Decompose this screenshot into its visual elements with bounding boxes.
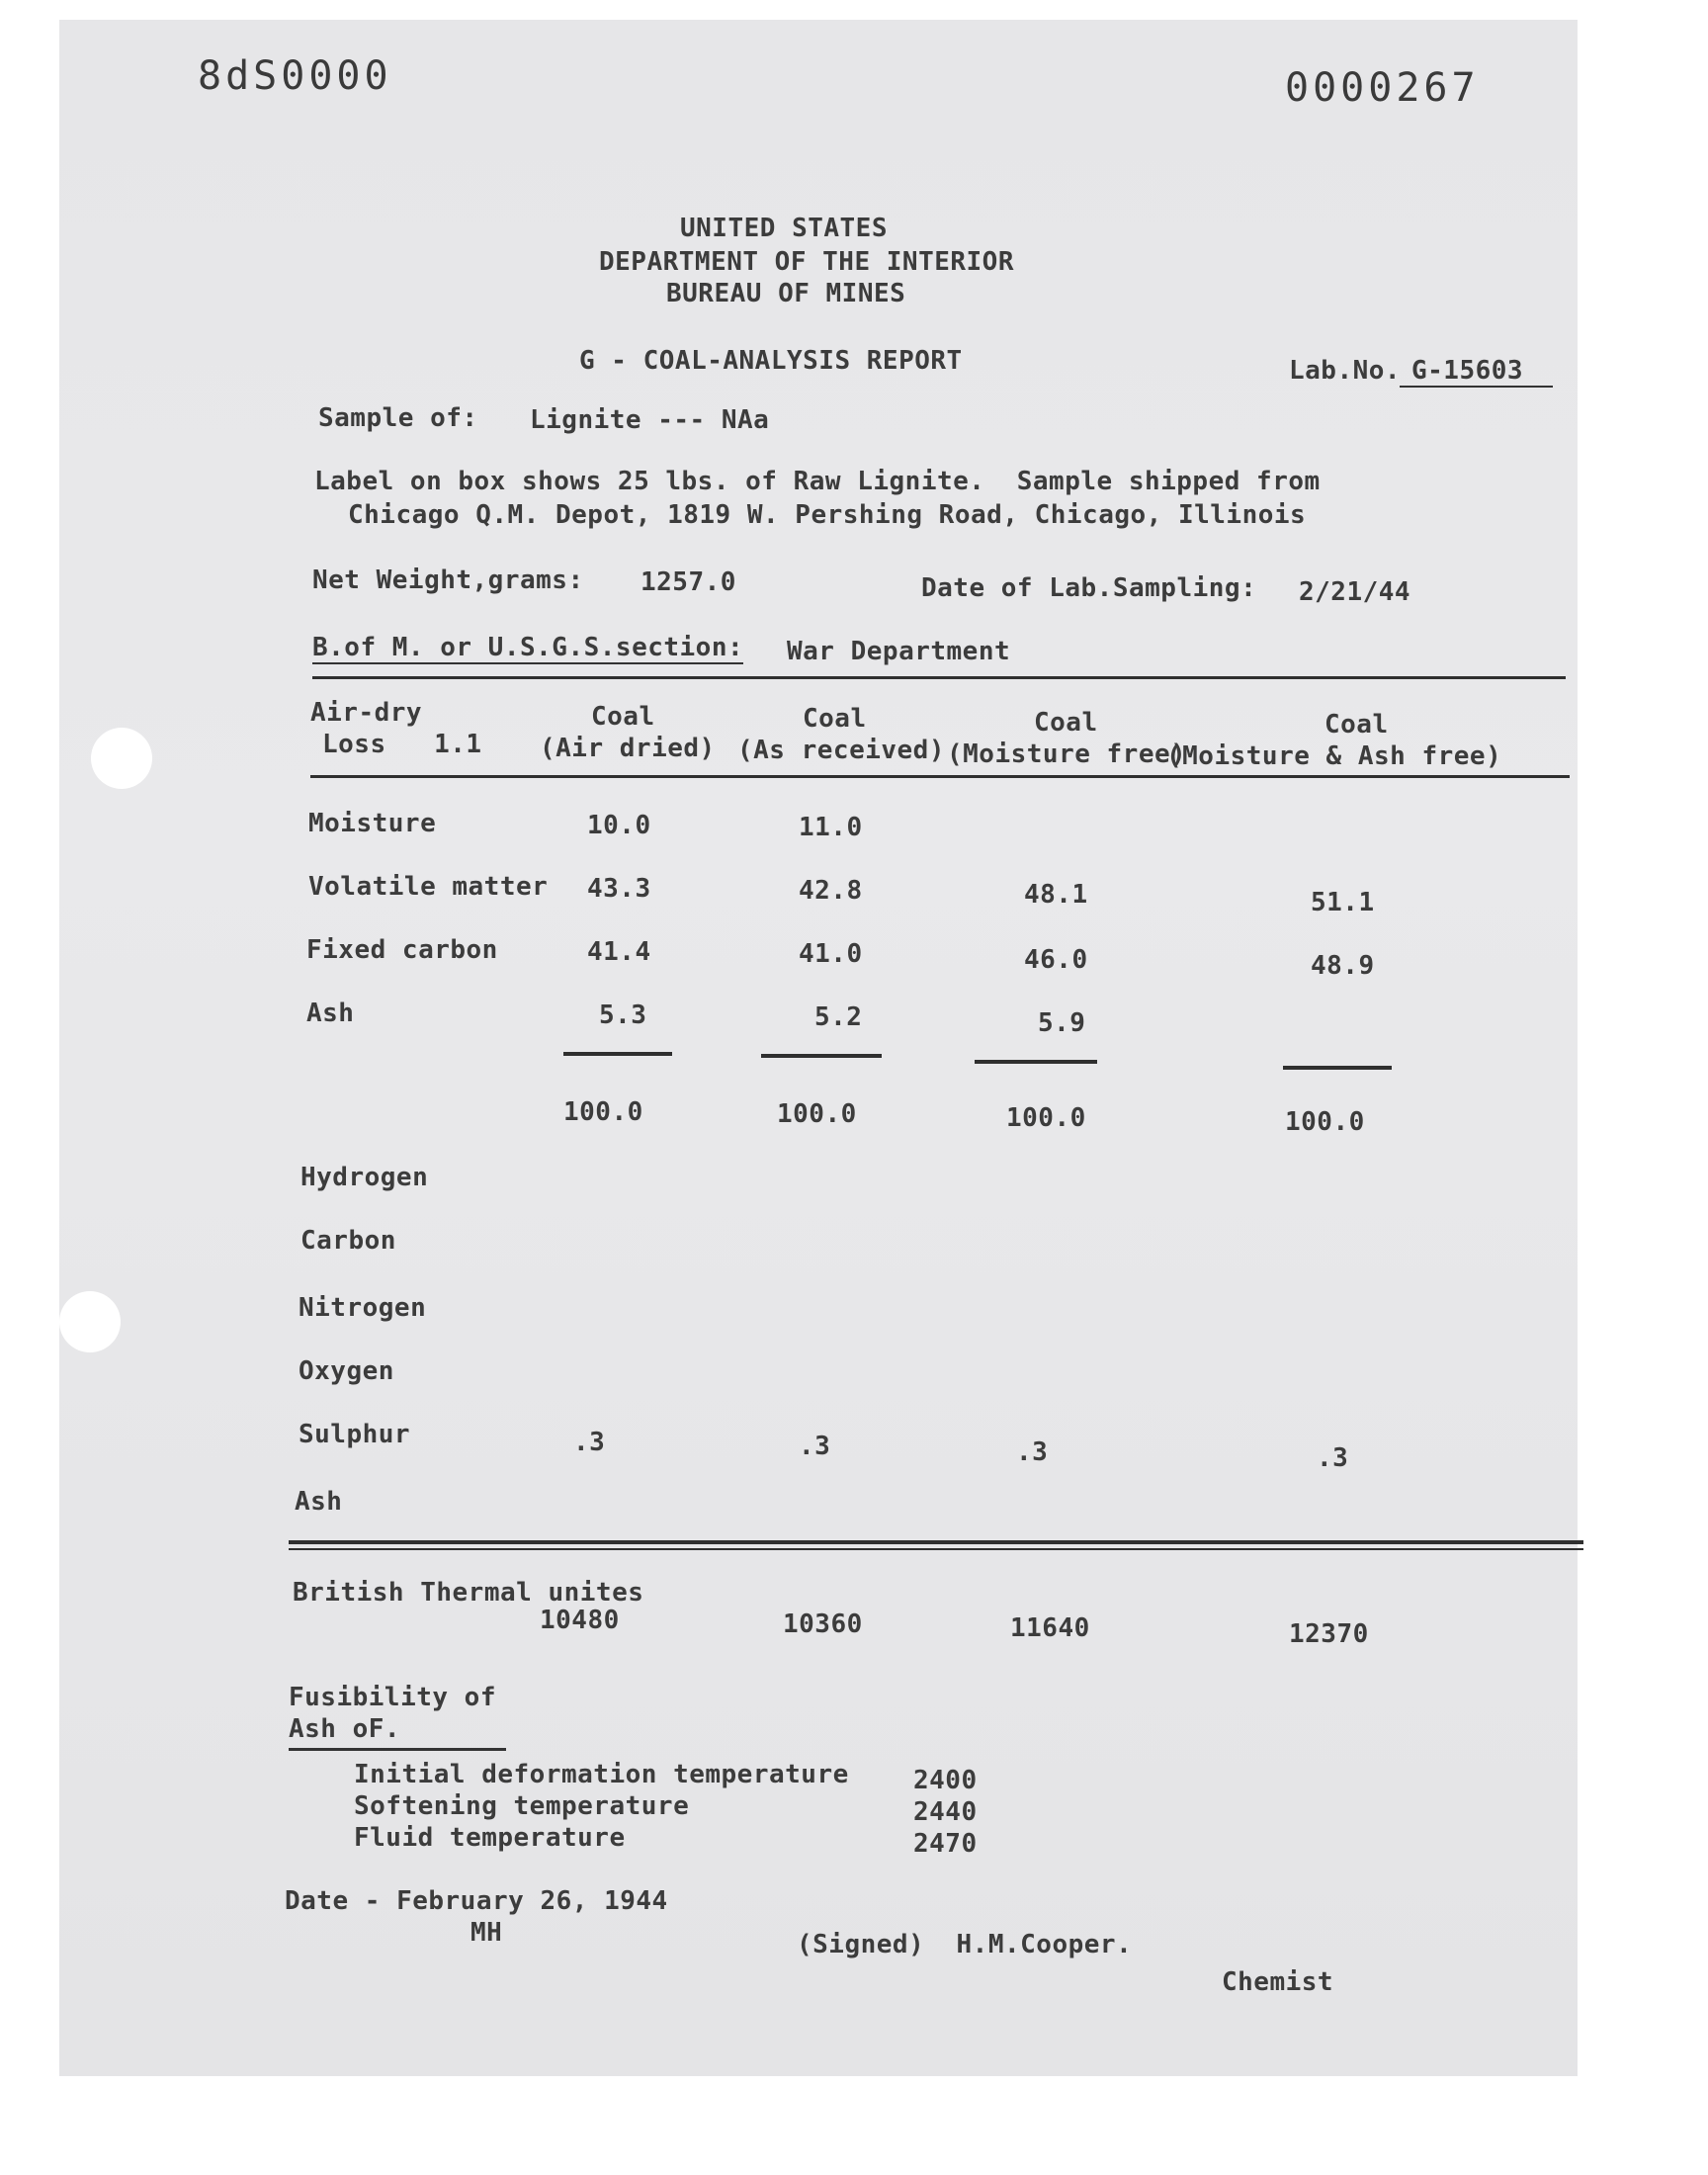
fusibility-fluid-value: 2470 (913, 1829, 978, 1859)
row-total-c1: 100.0 (563, 1097, 643, 1127)
date-sampling-value: 2/21/44 (1299, 577, 1411, 607)
col-airdry-line1: Air-dry (310, 698, 423, 728)
row-volatile-c2: 42.8 (799, 876, 863, 906)
fusibility-softening-value: 2440 (913, 1797, 978, 1827)
net-weight-label: Net Weight,grams: (312, 566, 584, 595)
row-ultimate-ash-label: Ash (295, 1487, 343, 1517)
btu-c1: 10480 (540, 1606, 620, 1635)
rule-above-btu (289, 1540, 1583, 1544)
rule-under-section (312, 676, 1566, 679)
row-volatile-label: Volatile matter (308, 872, 549, 902)
section-value: War Department (787, 637, 1011, 666)
btu-label: British Thermal unites (293, 1578, 644, 1608)
row-fixed-c2: 41.0 (799, 939, 863, 969)
row-fixed-c4: 48.9 (1311, 951, 1375, 981)
stamp-left: 8dS0000 (198, 53, 392, 99)
fusibility-underline (289, 1748, 506, 1751)
row-volatile-c3: 48.1 (1024, 880, 1088, 910)
rule-above-btu-2 (289, 1548, 1583, 1550)
btu-c3: 11640 (1010, 1613, 1090, 1643)
btu-c2: 10360 (783, 1610, 863, 1639)
fusibility-label-line1: Fusibility of (289, 1683, 496, 1712)
col1-line2: (Air dried) (540, 734, 716, 763)
date-sampling-label: Date of Lab.Sampling: (921, 573, 1257, 603)
lab-no-value: G-15603 (1400, 356, 1553, 388)
fusibility-softening-label: Softening temperature (354, 1791, 690, 1821)
col2-line2: (As received) (737, 736, 945, 765)
col3-line1: Coal (1034, 708, 1098, 738)
footer-signed: (Signed) H.M.Cooper. (797, 1930, 1133, 1959)
btu-c4: 12370 (1289, 1619, 1369, 1649)
fusibility-fluid-label: Fluid temperature (354, 1823, 626, 1853)
col1-line1: Coal (591, 702, 655, 732)
fusibility-initial-label: Initial deformation temperature (354, 1760, 849, 1789)
row-moisture-c1: 10.0 (587, 811, 651, 840)
col3-line2: (Moisture free) (947, 740, 1187, 769)
col2-line1: Coal (803, 704, 867, 734)
col4-line1: Coal (1324, 710, 1389, 740)
label-line1: Label on box shows 25 lbs. of Raw Lignite. Sample shipped from (314, 467, 1321, 496)
footer-initials: MH (470, 1918, 503, 1948)
header-line3: BUREAU OF MINES (666, 279, 906, 308)
row-total-c2: 100.0 (777, 1099, 857, 1129)
row-hydrogen-label: Hydrogen (300, 1163, 429, 1192)
row-total-c3: 100.0 (1006, 1103, 1086, 1133)
fusibility-label-line2: Ash oF. (289, 1714, 401, 1744)
label-line2: Chicago Q.M. Depot, 1819 W. Pershing Road, Chicago, Illinois (348, 500, 1307, 530)
col4-line2: (Moisture & Ash free) (1166, 741, 1502, 771)
row-sulphur-c3: .3 (1016, 1437, 1049, 1467)
lab-no-label: Lab.No. (1289, 356, 1402, 386)
row-sulphur-c1: .3 (573, 1428, 606, 1457)
net-weight-value: 1257.0 (640, 567, 736, 597)
row-ash-label: Ash (306, 999, 355, 1028)
row-volatile-c1: 43.3 (587, 874, 651, 904)
total-rule-c3 (975, 1060, 1097, 1064)
row-fixed-label: Fixed carbon (306, 935, 498, 965)
row-sulphur-label: Sulphur (299, 1420, 411, 1449)
sample-value: Lignite --- NAa (530, 405, 770, 435)
row-oxygen-label: Oxygen (299, 1356, 394, 1386)
total-rule-c1 (563, 1052, 672, 1056)
row-moisture-c2: 11.0 (799, 813, 863, 842)
punch-hole-top (91, 728, 152, 789)
row-sulphur-c4: .3 (1317, 1443, 1349, 1473)
header-line2: DEPARTMENT OF THE INTERIOR (599, 247, 1014, 277)
stamp-right: 0000267 (1285, 65, 1480, 111)
total-rule-c2 (761, 1054, 882, 1058)
row-ash-c2: 5.2 (814, 1002, 863, 1032)
row-nitrogen-label: Nitrogen (299, 1293, 427, 1323)
footer-date: Date - February 26, 1944 (285, 1886, 668, 1916)
punch-hole-bottom (59, 1291, 121, 1352)
fusibility-initial-value: 2400 (913, 1766, 978, 1795)
document-page (59, 20, 1578, 2076)
section-label: B.of M. or U.S.G.S.section: (312, 633, 744, 662)
row-ash-c3: 5.9 (1038, 1008, 1086, 1038)
rule-under-headers (310, 775, 1570, 778)
row-carbon-label: Carbon (300, 1226, 396, 1256)
total-rule-c4 (1283, 1066, 1392, 1070)
row-ash-c1: 5.3 (599, 1000, 647, 1030)
row-fixed-c3: 46.0 (1024, 945, 1088, 975)
report-title: G - COAL-ANALYSIS REPORT (579, 346, 963, 376)
row-total-c4: 100.0 (1285, 1107, 1365, 1137)
col-airdry-line2: Loss 1.1 (322, 730, 482, 759)
row-moisture-label: Moisture (308, 809, 437, 838)
header-line1: UNITED STATES (680, 214, 888, 243)
row-fixed-c1: 41.4 (587, 937, 651, 967)
row-volatile-c4: 51.1 (1311, 888, 1375, 917)
sample-label: Sample of: (318, 403, 478, 433)
row-sulphur-c2: .3 (799, 1432, 831, 1461)
footer-chemist: Chemist (1222, 1967, 1334, 1997)
